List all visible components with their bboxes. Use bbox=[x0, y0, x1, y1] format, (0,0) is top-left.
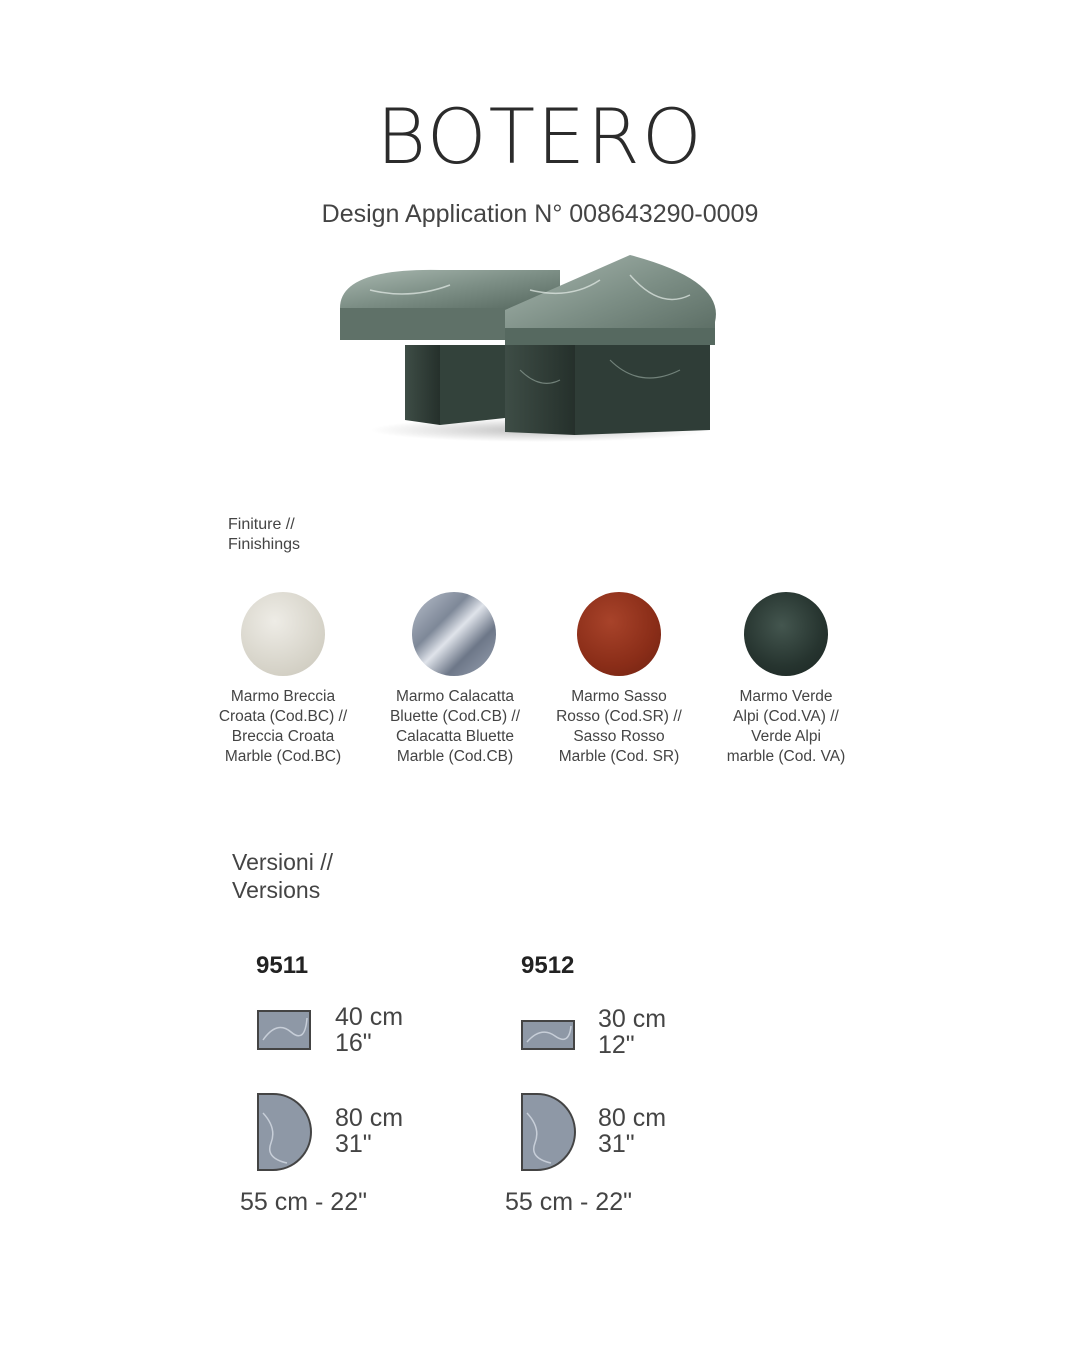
height-value: 40 cm 16" bbox=[335, 1003, 404, 1057]
depth-value: 55 cm - 22" bbox=[240, 1188, 367, 1216]
finishings-heading-it: Finiture // bbox=[228, 516, 295, 533]
depth-value: 55 cm - 22" bbox=[505, 1188, 632, 1216]
product-image bbox=[330, 250, 730, 450]
finish-caption-verde-alpi: Marmo Verde Alpi (Cod.VA) // Verde Alpi marble (Cod. VA) bbox=[726, 688, 846, 765]
finishings-heading-en: Finishings bbox=[228, 536, 301, 553]
half-round-top-icon bbox=[521, 1093, 577, 1171]
height-profile-icon bbox=[257, 1010, 311, 1050]
swatch-breccia-croata bbox=[241, 592, 325, 676]
finish-caption-sasso-rosso: Marmo Sasso Rosso (Cod.SR) // Sasso Rosso Marble (Cod. SR) bbox=[556, 688, 682, 765]
design-application-number: Design Application N° 008643290-0009 bbox=[321, 200, 759, 228]
swatch-calacatta-bluette bbox=[412, 592, 496, 676]
finish-caption-breccia-croata: Marmo Breccia Croata (Cod.BC) // Breccia Croata Marble (Cod.BC) bbox=[218, 688, 348, 765]
swatch-verde-alpi bbox=[744, 592, 828, 676]
half-round-top-icon bbox=[257, 1093, 313, 1171]
version-code-9512: 9512 bbox=[521, 952, 575, 979]
finish-caption-calacatta-bluette: Marmo Calacatta Bluette (Cod.CB) // Calacatta Bluette Marble (Cod.CB) bbox=[389, 688, 521, 765]
diameter-value: 80 cm 31" bbox=[598, 1104, 667, 1158]
height-value: 30 cm 12" bbox=[598, 1005, 667, 1059]
finishings-heading bbox=[228, 515, 300, 555]
versions-heading-it: Versioni // bbox=[232, 849, 333, 875]
page-title: BOTERO bbox=[376, 92, 704, 181]
version-code-9511: 9511 bbox=[256, 952, 309, 979]
versions-heading-en: Versions bbox=[232, 877, 321, 903]
versions-heading bbox=[232, 848, 333, 904]
swatch-sasso-rosso bbox=[577, 592, 661, 676]
height-profile-icon bbox=[521, 1020, 575, 1050]
diameter-value: 80 cm 31" bbox=[335, 1104, 404, 1158]
